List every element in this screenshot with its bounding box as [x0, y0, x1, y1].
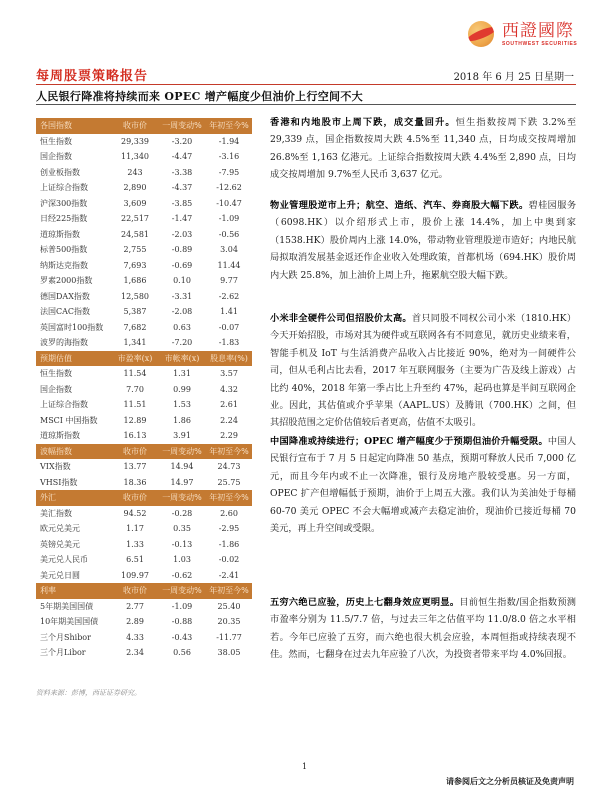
cell-value: 3.91: [173, 431, 191, 441]
cell-value: -2.41: [218, 570, 240, 580]
cell-value: 4.33: [126, 632, 144, 642]
cell-value: -1.09: [218, 214, 240, 224]
cell-value: -3.20: [171, 136, 193, 146]
paragraph-lead: 五穷六绝已应验，历史上七翻身效应更明显。: [270, 597, 460, 608]
article-paragraph: [270, 114, 576, 184]
cell-value: -7.95: [218, 167, 240, 177]
cell-value: 2.61: [220, 400, 238, 410]
cell-value: -2.03: [171, 229, 193, 239]
cell-value: 11.54: [123, 369, 147, 379]
paragraph-lead: 物业管理股逆市上升；航空、造纸、汽车、券商股大幅下跌。: [270, 200, 529, 211]
cell-value: 24,581: [121, 229, 149, 239]
cell-value: 1,341: [123, 338, 147, 348]
column-header: 波幅指数: [40, 446, 72, 456]
table-row: [36, 537, 252, 553]
disclaimer-note: 请参阅后文之分析员核证及免责声明: [446, 776, 574, 786]
row-label: 恒生指数: [40, 136, 72, 146]
column-header: 收市价: [123, 121, 147, 131]
cell-value: 24.73: [217, 462, 241, 472]
cell-value: 2.24: [220, 415, 238, 425]
row-label: 5年期美国国债: [40, 601, 94, 611]
column-header: 年初至今%: [209, 446, 249, 456]
cell-value: -4.47: [171, 152, 193, 162]
column-header: 年初至今%: [209, 586, 249, 596]
table-row: [36, 335, 252, 351]
cell-value: -2.95: [218, 524, 240, 534]
row-label: 标普500指数: [40, 245, 88, 255]
cell-value: -10.47: [216, 198, 242, 208]
column-header: 股息率(%): [210, 353, 248, 363]
table-row: [36, 366, 252, 382]
row-label: MSCI 中国指数: [40, 415, 98, 425]
cell-value: -0.69: [171, 260, 193, 270]
logo-mark-icon: [468, 21, 494, 47]
cell-value: 2.60: [220, 508, 238, 518]
table-row: [36, 506, 252, 522]
table-row: [36, 630, 252, 646]
table-row: [36, 320, 252, 336]
table-section-header: [36, 490, 252, 506]
row-label: 美元兑人民币: [40, 555, 88, 565]
table-row: [36, 227, 252, 243]
cell-value: 1.17: [126, 524, 144, 534]
cell-value: -1.47: [171, 214, 193, 224]
cell-value: -11.77: [216, 632, 242, 642]
logo-chinese-name: 西證國際: [502, 21, 574, 41]
cell-value: 29,339: [121, 136, 149, 146]
cell-value: 20.35: [217, 617, 241, 627]
row-label: 沪深300指数: [40, 198, 88, 208]
paragraph-body: 首只同股不同权公司小米（1810.HK）今天开始招股，市场对其为硬件或互联网各有不同意见，就历史业绩来看，智能手机及 IoT 与生活消费产品收入占比接近 90%，绝对为一间硬件公司，但从毛利占比去看，2017 年互联网服务（主要为广告及线上游戏）占比约 40%，2018 年第一季占比上升至约 47%，起码也算是半间互联网企业。因此，其估值或介乎苹果（AAPL.US）及腾讯（700.HK）之间，但其招股范围之定价估值较后者更高，估值不太吸引。: [270, 313, 577, 429]
headline: 人民银行降准将持续而来 OPEC 增产幅度少但油价上行空间不大: [36, 90, 363, 103]
row-label: 道琼斯指数: [40, 229, 80, 239]
row-label: 三个月Shibor: [40, 632, 91, 642]
row-label: 三个月Libor: [40, 648, 86, 658]
cell-value: 2,890: [123, 183, 147, 193]
table-row: [36, 599, 252, 615]
table-row: [36, 149, 252, 165]
cell-value: 25.40: [217, 601, 241, 611]
table-row: [36, 289, 252, 305]
cell-value: -0.28: [171, 508, 193, 518]
cell-value: 3,609: [123, 198, 147, 208]
cell-value: 12.89: [123, 415, 147, 425]
article-paragraph: [270, 197, 576, 284]
row-label: 道琼斯指数: [40, 431, 80, 441]
cell-value: 18.36: [123, 477, 147, 487]
cell-value: 9.77: [220, 276, 238, 286]
cell-value: 2.29: [220, 431, 238, 441]
table-row: [36, 614, 252, 630]
cell-value: 11.51: [123, 400, 147, 410]
cell-value: 5,387: [123, 307, 147, 317]
cell-value: 14.94: [170, 462, 194, 472]
cell-value: -3.38: [171, 167, 193, 177]
column-header: 预期估值: [40, 353, 72, 363]
row-label: 法国CAC指数: [40, 307, 91, 317]
cell-value: 13.77: [123, 462, 147, 472]
paragraph-body: 中国人民银行宣布于 7 月 5 日起定向降准 50 基点，预期可释放人民币 7,000 亿元，而且今年内或不止一次降准，银行及房地产股较受惠。另一方面，OPEC 扩产但增幅低于预期，油价于上周五大涨。我们认为美油处于每桶 60-70 美元 OPEC 不会大幅增或减产去稳定油价，现油价已接近每桶 70 美元，再上升空间或受限。: [270, 436, 576, 535]
cell-value: 7.70: [126, 384, 144, 394]
table-row: [36, 645, 252, 661]
table-row: [36, 475, 252, 491]
row-label: 创业板指数: [40, 167, 80, 177]
table-row: [36, 568, 252, 584]
cell-value: 14.97: [170, 477, 194, 487]
row-label: 上证综合指数: [40, 183, 88, 193]
cell-value: 11.44: [217, 260, 241, 270]
column-header: 收市价: [123, 446, 147, 456]
paragraph-body: 目前恒生指数/国企指数预测市盈率分别为 11.5/7.7 倍，与过去三年之估值平均 11.0/8.0 倍之水平相若。今年已应验了五穷，而六绝也很大机会应验，本周恒指或持续表现不佳。然而，七翻身在过去九年应验了八次，为投资者带来平均 4.0%回报。: [270, 597, 576, 661]
cell-value: -0.62: [171, 570, 193, 580]
cell-value: 16.13: [123, 431, 147, 441]
cell-value: -0.07: [218, 322, 240, 332]
company-logo: [468, 14, 608, 54]
article-paragraph: [270, 310, 576, 432]
cell-value: 0.63: [173, 322, 191, 332]
row-label: 上证综合指数: [40, 400, 88, 410]
cell-value: -0.43: [171, 632, 193, 642]
cell-value: -0.56: [218, 229, 240, 239]
cell-value: -4.37: [171, 183, 193, 193]
column-header: 一周变动%: [162, 493, 202, 503]
cell-value: 11,340: [121, 152, 149, 162]
table-section-header: [36, 583, 252, 599]
column-header: 各国指数: [40, 121, 72, 131]
cell-value: -1.83: [218, 338, 240, 348]
row-label: 美汇指数: [40, 508, 72, 518]
paragraph-lead: 小米非全硬件公司但招股价太高。: [270, 313, 412, 324]
table-row: [36, 180, 252, 196]
row-label: 罗素2000指数: [40, 276, 93, 286]
column-header: 收市价: [123, 493, 147, 503]
column-header: 一周变动%: [162, 586, 202, 596]
table-row: [36, 397, 252, 413]
cell-value: 109.97: [121, 570, 149, 580]
cell-value: -12.62: [216, 183, 242, 193]
table-row: [36, 413, 252, 429]
cell-value: 1.53: [173, 400, 191, 410]
cell-value: 1.86: [173, 415, 191, 425]
table-section-header: [36, 444, 252, 460]
row-label: 恒生指数: [40, 369, 72, 379]
report-date: 2018 年 6 月 25 日星期一: [453, 72, 574, 83]
cell-value: 2,755: [123, 245, 147, 255]
cell-value: 2.77: [126, 601, 144, 611]
cell-value: 22,517: [121, 214, 149, 224]
table-row: [36, 242, 252, 258]
cell-value: 25.75: [217, 477, 241, 487]
row-label: 纳斯达克指数: [40, 260, 88, 270]
column-header: 一周变动%: [162, 121, 202, 131]
cell-value: 1.41: [220, 307, 238, 317]
paragraph-body: 恒生指数按周下跌 3.2%至 29,339 点，国企指数按周大跌 4.5%至 11,340 点，日均成交按周增加 26.8%至 1,163 亿港元。上证综合指数按周大跌 4.4%至 2,890 点，日均成交按周增加 9.7%至人民币 3,637 亿元。: [270, 117, 577, 181]
article-paragraph: [270, 594, 576, 664]
headline-divider: [36, 104, 576, 105]
row-label: 欧元兑美元: [40, 524, 80, 534]
cell-value: 0.99: [173, 384, 191, 394]
cell-value: -0.89: [171, 245, 193, 255]
cell-value: -3.31: [171, 291, 193, 301]
row-label: 10年期美国国债: [40, 617, 99, 627]
column-header: 收市价: [123, 586, 147, 596]
row-label: 日经225指数: [40, 214, 88, 224]
cell-value: -3.85: [171, 198, 193, 208]
cell-value: 1.33: [126, 539, 144, 549]
table-row: [36, 196, 252, 212]
table-section-header: [36, 118, 252, 134]
page-number: 1: [302, 762, 308, 771]
cell-value: -0.88: [171, 617, 193, 627]
cell-value: 2.89: [126, 617, 144, 627]
row-label: 国企指数: [40, 384, 72, 394]
cell-value: 7,693: [123, 260, 147, 270]
cell-value: 0.35: [173, 524, 191, 534]
column-header: 利率: [40, 586, 56, 596]
header-divider: [36, 84, 576, 85]
market-data-table: [36, 118, 252, 661]
cell-value: 6.51: [126, 555, 144, 565]
report-title: 每周股票策略报告: [36, 69, 149, 84]
row-label: 美元兑日圆: [40, 570, 80, 580]
cell-value: 3.57: [220, 369, 238, 379]
table-row: [36, 459, 252, 475]
cell-value: -1.86: [218, 539, 240, 549]
table-row: [36, 304, 252, 320]
logo-english-name: SOUTHWEST SECURITIES: [502, 41, 578, 47]
table-section-header: [36, 351, 252, 367]
table-row: [36, 258, 252, 274]
row-label: VHSI指数: [40, 477, 78, 487]
column-header: 外汇: [40, 493, 56, 503]
table-row: [36, 273, 252, 289]
cell-value: 12,580: [121, 291, 149, 301]
table-row: [36, 382, 252, 398]
cell-value: 0.56: [173, 648, 191, 658]
cell-value: 7,682: [123, 322, 147, 332]
cell-value: 94.52: [123, 508, 147, 518]
table-source: 资料来源：彭博，西证证券研究。: [36, 689, 141, 697]
row-label: 英镑兑美元: [40, 539, 80, 549]
paragraph-lead: 香港和内地股市上周下跌，成交量回升。: [270, 117, 456, 128]
row-label: 德国DAX指数: [40, 291, 90, 301]
paragraph-body: 碧桂园服务（6098.HK）以介绍形式上市，股价上涨 14.4%，加上中奥到家（1538.HK）股价周内上涨 14.0%，带动物业管理股逆市造好；内地民航局拟取消发展基金返还作企业收入处理政策，首都机场（694.HK）股价周内大跌 25.8%，加上油价上周上升，拖累航空股大幅下跌。: [270, 200, 577, 281]
column-header: 市帐率(x): [164, 353, 200, 363]
cell-value: 1.03: [173, 555, 191, 565]
cell-value: -2.62: [218, 291, 240, 301]
cell-value: -2.08: [171, 307, 193, 317]
cell-value: -0.02: [218, 555, 240, 565]
cell-value: 2.34: [126, 648, 144, 658]
column-header: 市盈率(x): [117, 353, 153, 363]
cell-value: 243: [127, 167, 143, 177]
row-label: 英国富时100指数: [40, 322, 104, 332]
article-paragraph: [270, 433, 576, 537]
cell-value: 38.05: [217, 648, 241, 658]
cell-value: -7.20: [171, 338, 193, 348]
cell-value: 1.31: [173, 369, 191, 379]
column-header: 一周变动%: [162, 446, 202, 456]
table-row: [36, 134, 252, 150]
cell-value: 0.10: [173, 276, 191, 286]
cell-value: -1.94: [218, 136, 240, 146]
row-label: VIX指数: [40, 462, 71, 472]
paragraph-lead: 中国降准或持续进行；OPEC 增产幅度少于预期但油价升幅受限。: [270, 436, 548, 447]
cell-value: 4.32: [220, 384, 238, 394]
cell-value: -3.16: [218, 152, 240, 162]
cell-value: -1.09: [171, 601, 193, 611]
row-label: 波罗的海指数: [40, 338, 88, 348]
column-header: 年初至今%: [209, 493, 249, 503]
table-row: [36, 521, 252, 537]
table-row: [36, 211, 252, 227]
cell-value: -0.13: [171, 539, 193, 549]
table-row: [36, 552, 252, 568]
table-row: [36, 428, 252, 444]
table-row: [36, 165, 252, 181]
cell-value: 3.04: [220, 245, 238, 255]
cell-value: 1,686: [123, 276, 147, 286]
row-label: 国企指数: [40, 152, 72, 162]
column-header: 年初至今%: [209, 121, 249, 131]
